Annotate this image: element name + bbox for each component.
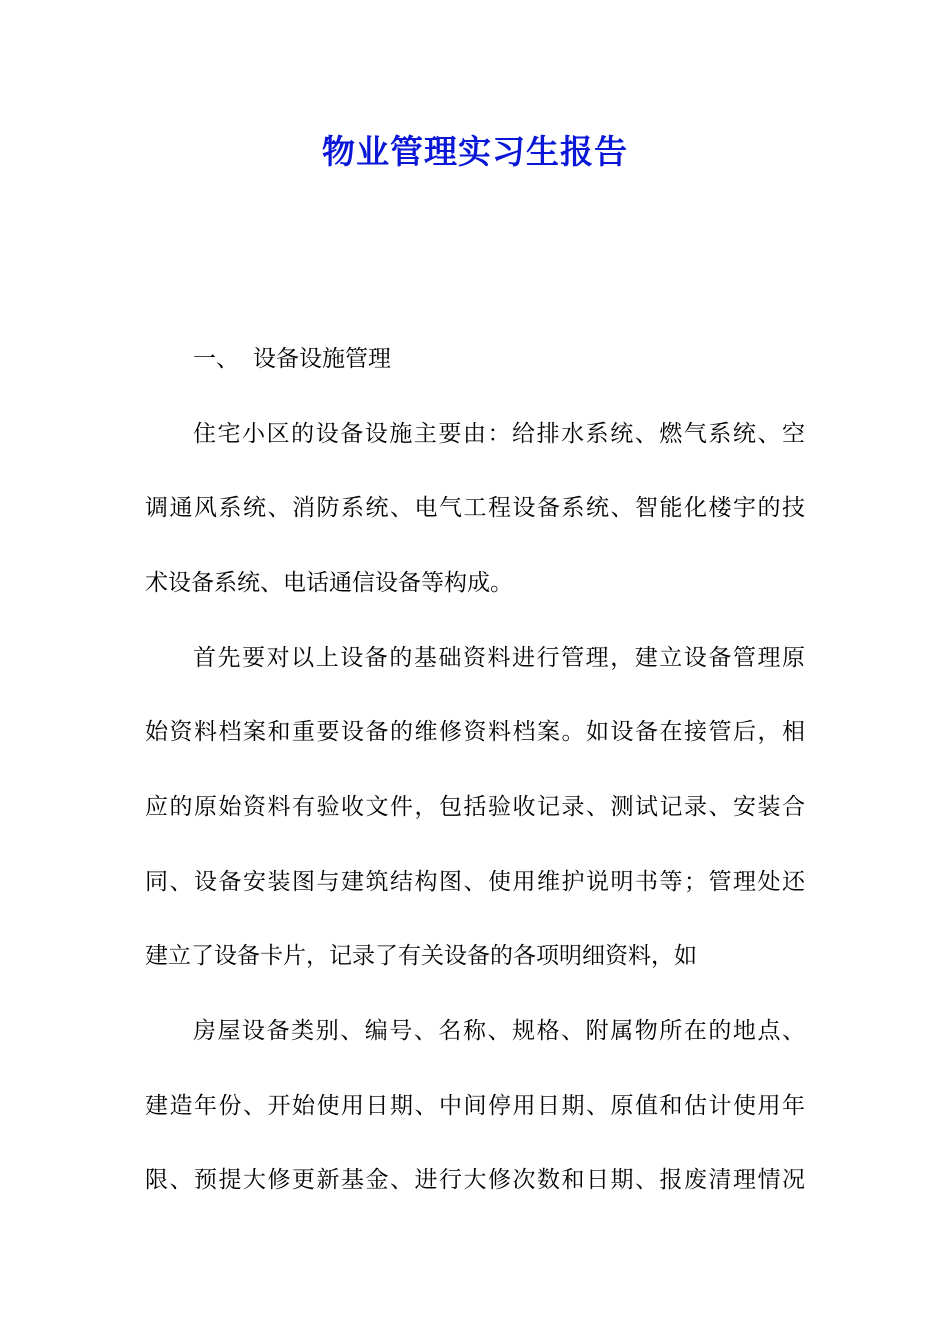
paragraph-line: 同、设备安装图与建筑结构图、使用维护说明书等；管理处还	[145, 869, 805, 895]
section-heading-number: 一、	[193, 346, 239, 372]
paragraph-line: 限、预提大修更新基金、进行大修次数和日期、报废清理情况	[145, 1167, 805, 1193]
paragraph-line: 术设备系统、电话通信设备等构成。	[145, 570, 513, 596]
paragraph-line: 建立了设备卡片，记录了有关设备的各项明细资料，如	[145, 943, 697, 969]
paragraph-line: 建造年份、开始使用日期、中间停用日期、原值和估计使用年	[145, 1093, 805, 1119]
paragraph-line: 住宅小区的设备设施主要由：给排水系统、燃气系统、空	[193, 421, 805, 447]
paragraph-line: 应的原始资料有验收文件，包括验收记录、测试记录、安装合	[145, 794, 805, 820]
document-title: 物业管理实习生报告	[322, 132, 628, 171]
paragraph-line: 首先要对以上设备的基础资料进行管理，建立设备管理原	[193, 645, 805, 671]
section-heading-text: 设备设施管理	[253, 346, 391, 372]
section-heading	[193, 343, 805, 375]
paragraph-line: 房屋设备类别、编号、名称、规格、附属物所在的地点、	[193, 1018, 805, 1044]
paragraph-line: 调通风系统、消防系统、电气工程设备系统、智能化楼宇的技	[145, 495, 805, 521]
paragraph-line: 始资料档案和重要设备的维修资料档案。如设备在接管后，相	[145, 719, 805, 745]
